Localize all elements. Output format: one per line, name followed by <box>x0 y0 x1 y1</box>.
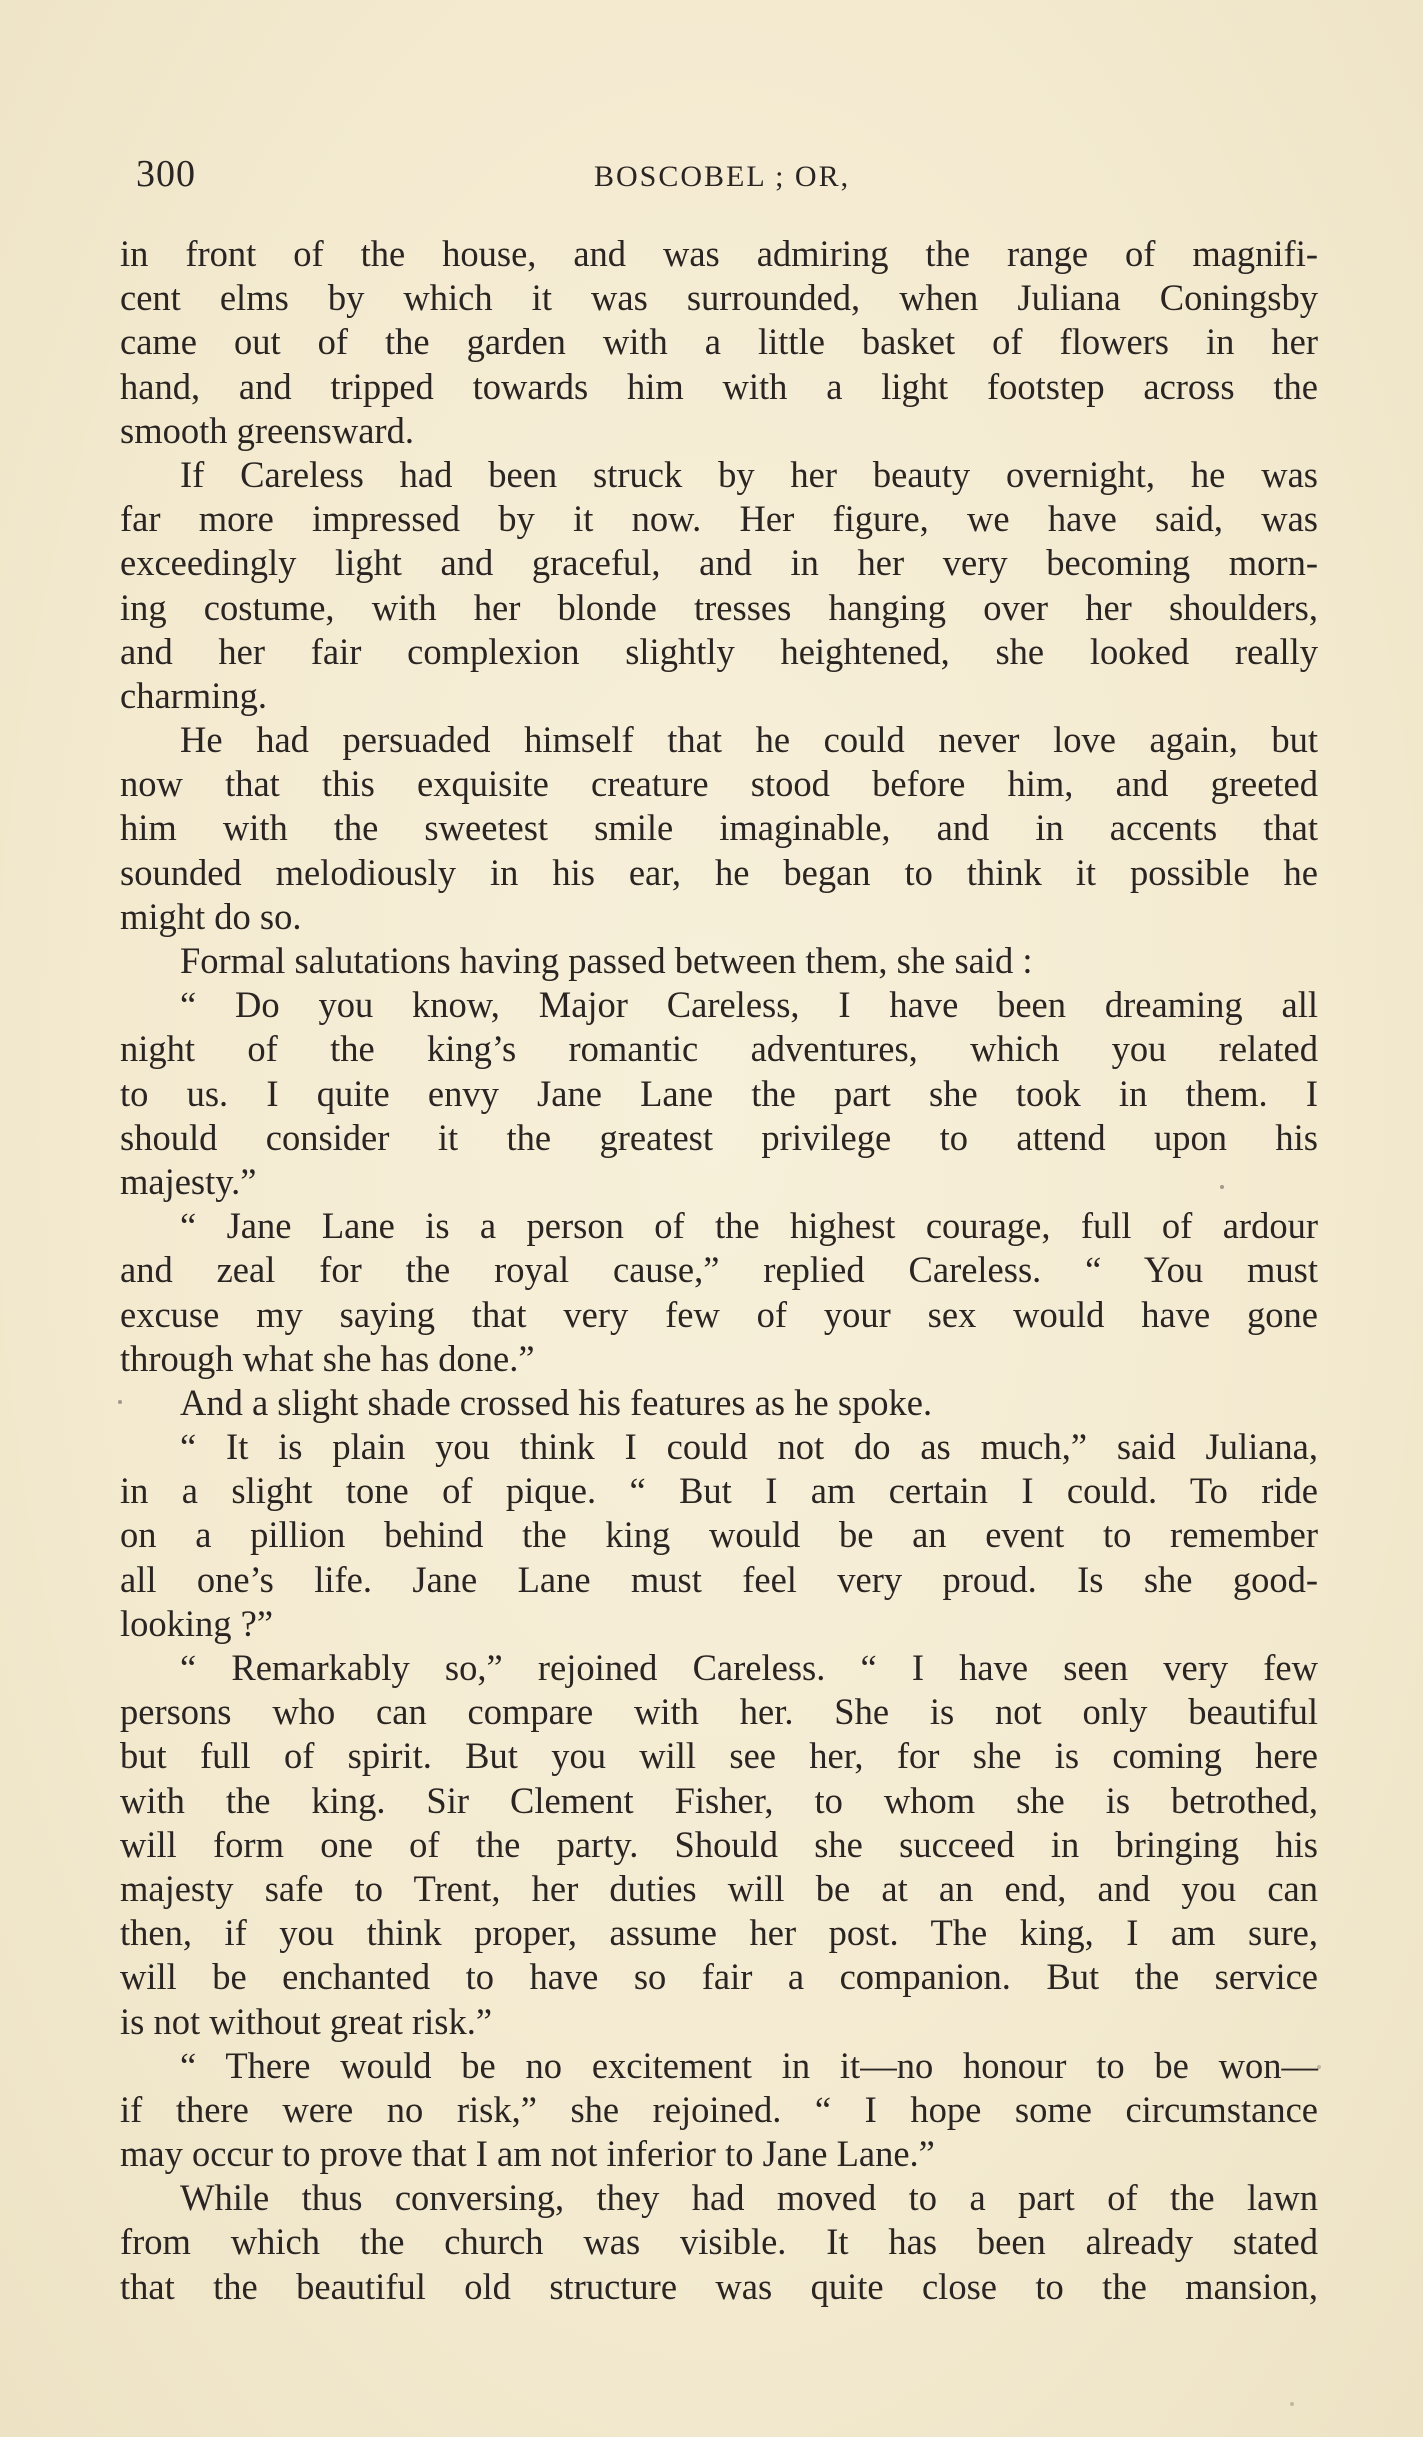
text-line: He had persuaded himself that he could never love again, but <box>180 719 1318 761</box>
text-line: but full of spirit. But you will see her, for she is coming here <box>120 1735 1318 1777</box>
ink-speck <box>1220 1185 1224 1189</box>
text-line: and her fair complexion slightly heightened, she looked really <box>120 630 1318 672</box>
page-number: 300 <box>136 153 196 195</box>
text-line: will form one of the party. Should she succeed in bringing his <box>120 1823 1318 1865</box>
text-line: persons who can compare with her. She is not only beautiful <box>120 1691 1318 1733</box>
text-line: If Careless had been struck by her beauty overnight, he was <box>180 453 1318 495</box>
text-line: from which the church was visible. It has been already stated <box>120 2221 1318 2263</box>
text-line: with the king. Sir Clement Fisher, to whom she is betrothed, <box>120 1779 1318 1821</box>
text-line: then, if you think proper, assume her post. The king, I am sure, <box>120 1912 1318 1954</box>
ink-speck <box>1290 2402 1294 2406</box>
text-line: night of the king’s romantic adventures, which you related <box>120 1028 1318 1070</box>
text-line: “ Remarkably so,” rejoined Careless. “ I have seen very few <box>180 1647 1318 1688</box>
text-line: While thus conversing, they had moved to a part of the lawn <box>180 2177 1318 2219</box>
text-line: charming. <box>120 674 267 716</box>
text-line: excuse my saying that very few of your sex would have gone <box>120 1293 1318 1335</box>
page-header <box>136 152 1316 202</box>
text-line: to us. I quite envy Jane Lane the part she took in them. I <box>120 1072 1318 1114</box>
text-line: came out of the garden with a little basket of flowers in her <box>120 321 1318 363</box>
text-line: “ Do you know, Major Careless, I have been dreaming all <box>180 984 1318 1026</box>
text-line: in front of the house, and was admiring the range of magnifi- <box>120 233 1318 274</box>
body-text <box>120 232 1318 2309</box>
text-line: through what she has done.” <box>120 1337 535 1379</box>
text-line: should consider it the greatest privilege to attend upon his <box>120 1116 1318 1158</box>
text-line: majesty safe to Trent, her duties will be at an end, and you can <box>120 1867 1318 1909</box>
text-line: far more impressed by it now. Her figure, we have said, was <box>120 498 1318 540</box>
text-line: all one’s life. Jane Lane must feel very proud. Is she good- <box>120 1558 1318 1600</box>
text-line: is not without great risk.” <box>120 2000 493 2042</box>
text-line: And a slight shade crossed his features as he spoke. <box>180 1381 933 1423</box>
text-line: majesty.” <box>120 1160 257 1202</box>
text-line: ing costume, with her blonde tresses hanging over her shoulders, <box>120 586 1318 628</box>
text-line: will be enchanted to have so fair a companion. But the service <box>120 1956 1318 1998</box>
text-line: may occur to prove that I am not inferior to Jane Lane.” <box>120 2133 935 2175</box>
text-line: Formal salutations having passed between them, she said : <box>180 940 1033 981</box>
text-line: smooth greensward. <box>120 409 414 451</box>
text-line: if there were no risk,” she rejoined. “ I hope some circumstance <box>120 2088 1318 2130</box>
text-line: hand, and tripped towards him with a light footstep across the <box>120 365 1318 407</box>
text-line: now that this exquisite creature stood before him, and greeted <box>120 763 1318 805</box>
running-head: BOSCOBEL ; OR, <box>594 160 851 193</box>
text-line: exceedingly light and graceful, and in her very becoming morn- <box>120 542 1318 584</box>
text-line: looking ?” <box>120 1602 274 1644</box>
text-line: “ It is plain you think I could not do as much,” said Juliana, <box>180 1426 1318 1468</box>
ink-speck <box>1317 2065 1321 2069</box>
ink-speck <box>118 1400 122 1404</box>
text-line: in a slight tone of pique. “ But I am certain I could. To ride <box>120 1470 1318 1512</box>
text-line: “ There would be no excitement in it—no honour to be won— <box>180 2044 1318 2086</box>
text-line: that the beautiful old structure was quite close to the mansion, <box>120 2265 1318 2307</box>
text-line: on a pillion behind the king would be an event to remember <box>120 1514 1318 1556</box>
text-line: him with the sweetest smile imaginable, and in accents that <box>120 807 1318 849</box>
text-line: “ Jane Lane is a person of the highest courage, full of ardour <box>180 1205 1318 1247</box>
text-line: might do so. <box>120 895 302 937</box>
text-line: sounded melodiously in his ear, he began to think it possible he <box>120 851 1318 893</box>
text-line: and zeal for the royal cause,” replied Careless. “ You must <box>120 1249 1318 1291</box>
text-line: cent elms by which it was surrounded, when Juliana Coningsby <box>120 277 1318 319</box>
